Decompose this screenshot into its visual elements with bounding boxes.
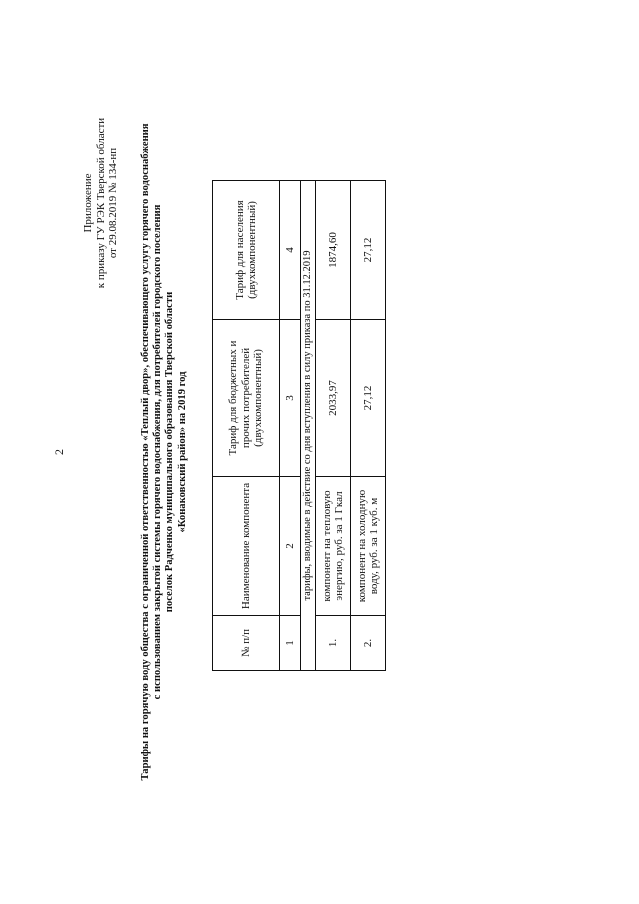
component-name: компонент на холодную воду, руб. за 1 куб. м bbox=[351, 477, 386, 616]
component-name: компонент на тепловую энергию, руб. за 1 Гкал bbox=[316, 477, 351, 616]
column-number: 1 bbox=[280, 616, 301, 671]
column-number-row bbox=[280, 181, 301, 671]
header-cell-budget-tariff: Тариф для бюджетных и прочих потребителей (двухкомпонентный) bbox=[213, 320, 280, 477]
title-line: с использованием закрытой системы горячего водоснабжения, для потребителей городского поселения bbox=[152, 204, 164, 700]
appendix-block bbox=[82, 88, 120, 318]
budget-tariff-value: 2033,97 bbox=[316, 320, 351, 477]
row-number: 2. bbox=[351, 616, 386, 671]
title-line: поселок Радченко муниципального образования Тверской области bbox=[164, 291, 176, 613]
header-cell-population-tariff: Тариф для населения (двухкомпонентный) bbox=[213, 181, 280, 320]
row-number: 1. bbox=[316, 616, 351, 671]
tariff-table bbox=[212, 180, 386, 671]
column-number: 3 bbox=[280, 320, 301, 477]
budget-tariff-value: 27,12 bbox=[351, 320, 386, 477]
appendix-line: к приказу ГУ РЭК Тверской области bbox=[94, 117, 107, 289]
title-line: Тарифы на горячую воду общества с ограниченной ответственностью «Теплый двор», обеспечивающего услугу горячего водоснабжения bbox=[140, 123, 151, 781]
table-row bbox=[351, 181, 386, 671]
appendix-line: от 29.08.2019 № 134-нп bbox=[107, 147, 119, 259]
period-cell: тарифы, вводимые в действие со дня вступления в силу приказа по 31.12.2019 bbox=[301, 181, 316, 671]
column-number: 2 bbox=[280, 477, 301, 616]
population-tariff-value: 1874,60 bbox=[316, 181, 351, 320]
header-cell-component: Наименование компонента bbox=[213, 477, 280, 616]
table-header-row bbox=[213, 181, 280, 671]
population-tariff-value: 27,12 bbox=[351, 181, 386, 320]
page-number: 2 bbox=[52, 449, 66, 455]
title-line: «Конаковский район» на 2019 год bbox=[176, 371, 188, 533]
header-cell-number: № п/п bbox=[213, 616, 280, 671]
column-number: 4 bbox=[280, 181, 301, 320]
table-row bbox=[316, 181, 351, 671]
period-row bbox=[301, 181, 316, 671]
appendix-line: Приложение bbox=[82, 173, 94, 233]
document-title bbox=[140, 80, 189, 824]
